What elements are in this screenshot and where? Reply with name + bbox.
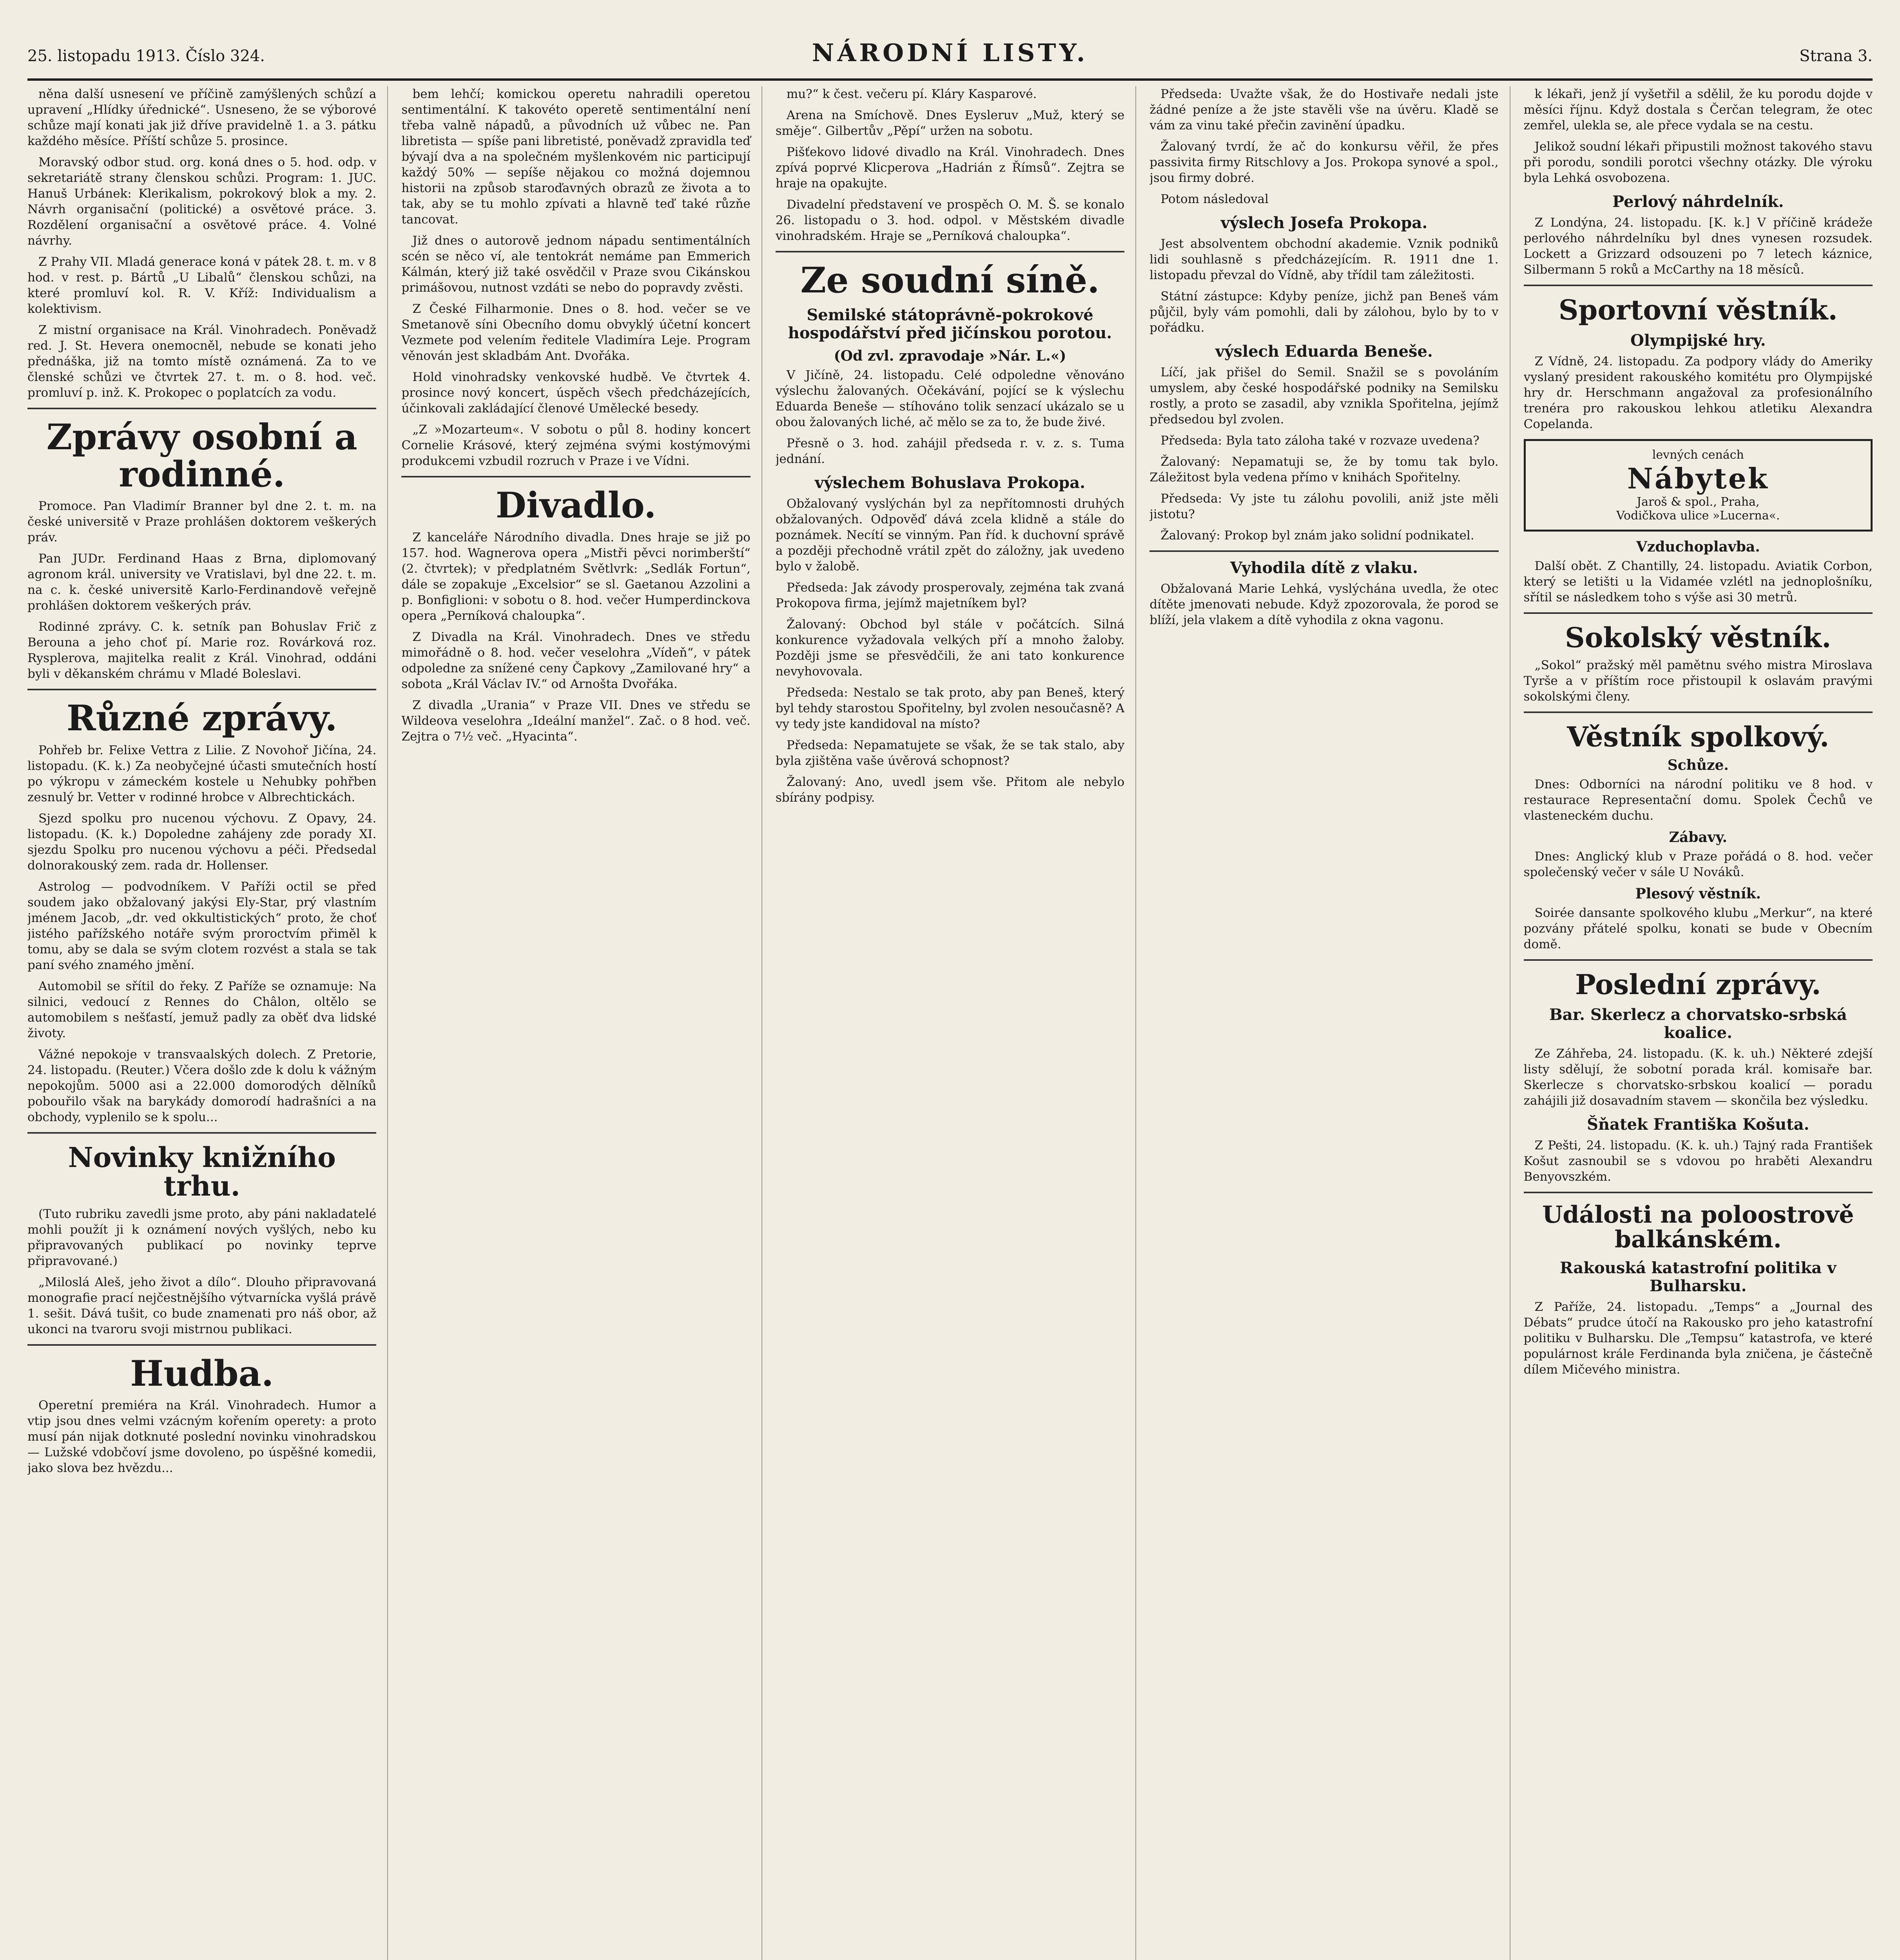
- page-header: [27, 31, 1873, 81]
- article-text: bem lehčí; komickou operetu nahradili operetou sentimentální. K takovéto operetě sentimentální není třeba valně nápadů, a původních už vůbec ne. Pan libretista — spíše pani libretisté, poněvadž zpravidla teď bývají dva a na společném myšlenkovém nic participují každý 50% — sepíše nějakou co možná dojemnou historii na způsob staroďavných obrazů ze života a to tak, aby se tu mohlo zpívati a hlavně teď také růzňe tancovat.: [401, 87, 751, 227]
- article-text: Soirée dansante spolkového klubu „Merkur“, na které pozvány přátelé spolku, konati se bude v Obecním domě.: [1523, 906, 1873, 951]
- article-text: (Tuto rubriku zavedli jsme proto, aby páni nakladatelé mohli použít ji k oznámení nových vyšlých, nebo ku připravovaných publikací po novinky teprve připravované.): [27, 1207, 377, 1268]
- article-text: Pohřeb br. Felixe Vettra z Lilie. Z Novohoř Jičína, 24. listopadu. (K. k.) Za neobyčejné účasti smutečních hostí po výkropu v zámeckém kostele u Nehubky pohřben zesnulý br. Vetter v rodinné hrobce v Albrechtickách.: [27, 743, 377, 804]
- article-text: Astrolog — podvodníkem. V Paříži octil se před soudem jako obžalovaný jakýsi Ely-Star, prý vlastním jménem Jacob, „dr. ved okkultistických“ proto, že choť jistého pařížského notáře svým proroctvím přiměl k tomu, aby se dala se svým clotem rozvést a stala se tak paní svého znamého jmění.: [27, 879, 377, 972]
- article-text: Arena na Smíchově. Dnes Eysleruv „Muž, který se směje“. Gilbertův „Pěpí“ uržen na sobotu.: [775, 108, 1125, 138]
- article-text: Jest absolventem obchodní akademie. Vznik podniků lidi souhlasně s předcházejícím. R. 1911 dne 1. listopadu převzal do Vídně, aby třídil tam záležitosti.: [1149, 237, 1499, 282]
- article-headline: Bar. Skerlecz a chorvatsko-srbská koalice.: [1549, 1005, 1847, 1042]
- section-heading-ruzne: Různé zprávy.: [66, 697, 337, 739]
- article-text: Z kanceláře Národního divadla. Dnes hraje se již po 157. hod. Wagnerova opera „Mistři pěvci norimberští“ (2. čtvrtek); v předplatném Světlvrk: „Sedlák Fortun“, dále se zopakuje „Excelsior“ se sl. Gaetanou Azzolini a p. Bonfiglioni: v sobotu o 8. hod. večer Humperdinckova opera „Perníková chaloupka“.: [401, 530, 751, 623]
- article-text: Moravský odbor stud. org. koná dnes o 5. hod. odp. v sekretariátě strany členskou schůzi. Program: 1. JUC. Hanuš Urbánek: Klerikalism, pokrokový blok a my. 2. Návrh organisační (politické) a osvětové práce. 3. Rozdělení organisační a osvětové práce. 4. Volné návrhy.: [27, 155, 377, 248]
- column-2: [401, 86, 762, 1960]
- article-text: Státní zástupce: Kdyby peníze, jichž pan Beneš vám půjčil, byly vám pomohli, dali by zálohou, bylo by to v pořádku.: [1149, 289, 1499, 335]
- column-5: [1524, 86, 1873, 1960]
- article-text: Rodinné zprávy. C. k. setník pan Bohuslav Frič z Berouna a jeho choť pí. Marie roz. Rovárková roz. Rysplerova, majitelka realit z Král. Vinohrad, oddáni byli v děkanském chrámu v Mladé Boleslavi.: [27, 620, 377, 681]
- article-text: Předseda: Jak závody prosperovaly, zejména tak zvaná Prokopova firma, jejímž majetníkem byl?: [775, 580, 1125, 610]
- article-text: Dnes: Odborníci na národní politiku ve 8 hod. v restaurace Representační domu. Spolek Čechů ve vlasteneckém duchu.: [1523, 777, 1873, 823]
- section-heading-sokol: Sokolský věstník.: [1565, 621, 1831, 654]
- article-text: Jelikož soudní lékaři připustili možnost takového stavu při porodu, sondili porotci všechny otázky. Dle výroku byla Lehká osvobozena.: [1523, 140, 1873, 185]
- advertisement-nabytek: [1524, 439, 1873, 532]
- article-text: Pan JUDr. Ferdinand Haas z Brna, diplomovaný agronom král. university ve Vratislavi, byl dne 22. t. m. na c. k. české universitě Karlo-Ferdinandově veřejně prohlášen doktorem veškerých práv.: [27, 552, 377, 613]
- article-text: mu?“ k čest. večeru pí. Kláry Kasparové.: [786, 87, 1037, 101]
- article-text: Předseda: Byla tato záloha také v rozvaze uvedena?: [1160, 434, 1479, 448]
- article-text: Z Pešti, 24. listopadu. (K. k. uh.) Tajný rada František Košut zasnoubil se s vdovou po hraběti Alexandru Benyovszkém.: [1523, 1138, 1873, 1184]
- article-text: Z České Filharmonie. Dnes o 8. hod. večer se ve Smetanově síni Obecního domu obvyklý účetní koncert Vezmete pod velením ředitele Vladimíra Leje. Program věnován jest skladbám Ant. Dvořáka.: [401, 302, 751, 363]
- divider: [1524, 285, 1873, 286]
- article-text: Žalovaný: Nepamatuji se, že by tomu tak bylo. Záležitost byla vedena přímo v knihách Spořitelny.: [1149, 455, 1499, 485]
- divider: [1524, 711, 1873, 713]
- article-text: Předseda: Nestalo se tak proto, aby pan Beneš, který byl tehdy starostou Spořitelny, byl zvolen nesoučasně? A vy tedy jste kandidoval na místo?: [775, 685, 1125, 731]
- divider: [27, 1132, 376, 1134]
- section-heading-posledni: Poslední zprávy.: [1575, 968, 1821, 1001]
- divider: [401, 476, 750, 477]
- newspaper-page: [27, 31, 1873, 1960]
- divider: [1524, 1192, 1873, 1193]
- divider: [776, 251, 1124, 252]
- column-1: [27, 86, 388, 1960]
- article-text: Předseda: Uvažte však, že do Hostivaře nedali jste žádné peníze a že jste stavěli vše na úvěru. Kladě se vám za vinu také přečin zavinění úpadku.: [1149, 87, 1499, 132]
- column-3: [776, 86, 1136, 1960]
- ad-note: levných cenách: [1652, 448, 1744, 462]
- article-text: Obžalovaný vyslýchán byl za nepřítomnosti druhých obžalovaných. Odpověď dává zcela klidně a stále do poznámek. Necítí se vinným. Pan říd. k duchovní správě a později přechodně vrátil zpět do záložny, jak uvedeno bylo v žalobě.: [775, 496, 1125, 573]
- article-text: k lékaři, jenž jí vyšetřil a sdělil, že ku porodu dojde v měsíci říjnu. Když dostala s Čerčan telegram, že otec zemřel, ulekla se, ale přece vydala se na cestu.: [1523, 87, 1873, 132]
- masthead: NÁRODNÍ LISTY.: [812, 38, 1088, 67]
- subheading: výslech Eduarda Beneše.: [1215, 342, 1433, 361]
- article-text: Promoce. Pan Vladimír Branner byl dne 2. t. m. na české universitě v Praze prohlášen doktorem veškerých práv.: [27, 499, 377, 544]
- article-text: Přesně o 3. hod. zahájil předseda r. v. z. s. Tuma jednání.: [775, 436, 1125, 466]
- section-heading-osobni: Zprávy osobní a rodinné.: [46, 416, 357, 495]
- subheading: Plesový věstník.: [1635, 885, 1761, 902]
- article-text: Další obět. Z Chantilly, 24. listopadu. Aviatik Corbon, který se letišti u la Vidamée vzlétl na jednoplošníku, sřítil se následkem toho s výše asi 30 metrů.: [1523, 559, 1873, 604]
- divider: [1524, 612, 1873, 614]
- subheading: výslech Josefa Prokopa.: [1220, 214, 1428, 232]
- subheading: Schůze.: [1667, 757, 1729, 773]
- section-heading-novinky: Novinky knižního trhu.: [68, 1141, 336, 1202]
- ad-brand: Nábytek: [1627, 461, 1769, 495]
- section-heading-divadlo: Divadlo.: [495, 485, 656, 526]
- column-4: [1149, 86, 1510, 1960]
- section-heading-sport: Sportovní věstník.: [1558, 294, 1838, 326]
- article-text: Již dnes o autorově jednom nápadu sentimentálních scén se něco ví, ale tentokrát nemáme pan Emmerich Kálmán, který již také osvědčil v Praze svou Cikánskou primášovou, nutnost vzdáti se nebo do popravdy zvěsti.: [401, 234, 751, 295]
- article-text: Žalovaný: Ano, uvedl jsem vše. Přitom ale nebylo sbírány podpisy.: [775, 775, 1125, 805]
- ad-street: Vodičkova ulice »Lucerna«.: [1616, 508, 1780, 523]
- article-text: Operetní premiéra na Král. Vinohradech. Humor a vtip jsou dnes velmi vzácným kořením operety: a proto musí pán nijak dotknuté poslední novinku vinohradskou — Lužské vdobčoví jsme dovoleno, po úspěšné komedii, jako slova bez hvězdu...: [27, 1398, 377, 1475]
- section-heading-balkan: Události na poloostrově balkánském.: [1542, 1201, 1854, 1253]
- section-heading-spolky: Věstník spolkový.: [1567, 720, 1829, 753]
- subheading: Vzduchoplavba.: [1636, 538, 1760, 555]
- article-text: „Z »Mozarteum«. V sobotu o půl 8. hodiny koncert Cornelie Krásové, který zejména svými kostýmovými produkcemi vzbudil rozruch v Praze i ve Vídni.: [401, 423, 751, 468]
- article-text: Divadelní představení ve prospěch O. M. Š. se konalo 26. listopadu o 3. hod. odpol. v Městském divadle vinohradském. Hraje se „Perníková chaloupka“.: [775, 198, 1125, 243]
- article-text: Z divadla „Urania“ v Praze VII. Dnes ve středu se Wildeova veselohra „Ideální manžel“. Zač. o 8 hod. več. Zejtra o 7½ več. „Hyacinta“.: [401, 698, 751, 744]
- divider: [1524, 959, 1873, 961]
- article-text: Dnes: Anglický klub v Praze pořádá o 8. hod. večer společenský večer v sále U Nováků.: [1523, 849, 1873, 879]
- article-text: Předseda: Vy jste tu zálohu povolili, aniž jste měli jistotu?: [1149, 492, 1499, 521]
- article-text: Žalovaný: Obchod byl stále v počátcích. Silná konkurence vyžadovala velkých pří a mnoho žaloby. Později jsme se přesvědčili, že ani tato konkurence nevyhovovala.: [775, 617, 1125, 679]
- article-text: Z Paříže, 24. listopadu. „Temps“ a „Journal des Débats“ prudce útočí na Rakousko pro jeho katastrofní politiku v Bulharsku. Dle „Tempsu“ katastrofa, ve které populárnost krále Ferdinanda byla zničena, je částečně dílem Mičevého ministra.: [1523, 1300, 1873, 1377]
- ad-firm: Jaroš & spol., Praha,: [1637, 495, 1760, 509]
- article-text: Hold vinohradsky venkovské hudbě. Ve čtvrtek 4. prosince nový koncert, úspěch všech předcházejících, účinkovali zakládající členové Umělecké besedy.: [401, 370, 751, 416]
- divider: [27, 1344, 376, 1346]
- article-text: Vážné nepokoje v transvaalských dolech. Z Pretorie, 24. listopadu. (Reuter.) Včera došlo zde k dolu k vážným nepokojům. 5000 asi a 22.000 domorodých dělníků pobouřilo však na barykády domorodí hadrašníci a na obchody, vyplenilo se k spolu...: [27, 1047, 377, 1124]
- section-heading-hudba: Hudba.: [130, 1352, 274, 1394]
- article-text: Sjezd spolku pro nucenou výchovu. Z Opavy, 24. listopadu. (K. k.) Dopoledne zahájeny zde porady XI. sjezdu Spolku pro nucenou výchovu a péči. Předsedal dolnorakouský zem. rada dr. Hollenser.: [27, 811, 377, 873]
- article-text: Potom následoval: [1160, 192, 1269, 206]
- article-headline: Vyhodila dítě z vlaku.: [1230, 559, 1418, 577]
- subheading: Olympijské hry.: [1630, 331, 1766, 350]
- article-byline: (Od zvl. zpravodaje »Nár. L.«): [834, 347, 1066, 364]
- article-text: Z Divadla na Král. Vinohradech. Dnes ve středu mimořádně o 8. hod. večer veselohra „Vídeň“, v pátek odpoledne za snížené ceny Čapkovy „Zamilované hry“ a sobota „Král Václav IV.“ od Arnošta Dvořáka.: [401, 630, 751, 691]
- article-headline: Šňatek Františka Košuta.: [1587, 1115, 1809, 1134]
- page-number: Strana 3.: [1799, 47, 1873, 65]
- divider: [1149, 550, 1498, 552]
- article-text: Z Londýna, 24. listopadu. [K. k.] V příčině krádeže perlového náhrdelníku byl dnes vynesen rozsudek. Lockett a Grizzard odsouzeni po 7 letech káznice, Silbermann 5 roků a McCarthy na 18 měsíců.: [1523, 216, 1873, 277]
- article-text: V Jičíně, 24. listopadu. Celé odpoledne věnováno výslechu žalovaných. Očekávání, pojící se k výslechu Eduarda Beneše — stíhováno tolik senzací ukázalo se u obou žalovaných liché, ač mělo se za to, že bude živé.: [775, 368, 1125, 429]
- section-heading-soudni: Ze soudní síně.: [800, 260, 1100, 301]
- issue-date: 25. listopadu 1913. Číslo 324.: [27, 47, 265, 65]
- article-text: Obžalovaná Marie Lehká, vyslýchána uvedla, že otec dítěte jmenovati nebude. Když zpozorovala, že porod se blíží, jela vlakem a dítě vyhodila z okna vagonu.: [1149, 582, 1499, 627]
- divider: [27, 689, 376, 690]
- article-text: Z Vídně, 24. listopadu. Za podpory vlády do Ameriky vyslaný president rakouského komitétu pro Olympijské hry dr. Herschmann angažoval za profesionálního trenéra pro rakouskou lehkou atletiku Alexandra Copelanda.: [1523, 354, 1873, 431]
- article-headline: Perlový náhrdelník.: [1612, 192, 1784, 211]
- article-text: Z mistní organisace na Král. Vinohradech. Poněvadž red. J. St. Hevera onemocněl, nebude se konati jeho přednáška, již na tomto místě oznámená. Za to ve členské schůzi ve čtvrtek 27. t. m. o 8. hod. več. promluví p. inž. K. Prokopec o poplatcích za vodu.: [27, 323, 377, 400]
- subheading: Zábavy.: [1669, 829, 1727, 846]
- article-text: Žalovaný tvrdí, že ač do konkursu věřil, že přes passivita firmy Ritschlovy a Jos. Prokopa synové a spol., jsou firmy dobré.: [1149, 140, 1499, 185]
- article-text: Ze Záhřeba, 24. listopadu. (K. k. uh.) Některé zdejší listy sdělují, že sobotní porada král. komisaře bar. Skerlecze s chorvatsko-srbskou koalicí — poradu zahájili již dosavadním stavem — skončila bez výsledku.: [1523, 1047, 1873, 1108]
- subheading: výslechem Bohuslava Prokopa.: [814, 473, 1086, 492]
- article-text: Předseda: Nepamatujete se však, že se tak stalo, aby byla zjištěna vaše úvěrová schopnost?: [775, 738, 1125, 768]
- article-text: „Miloslá Aleš, jeho život a dílo“. Dlouho připravovaná monografie prací nejčestnějšího výtvarnícka vyšlá právě 1. sešit. Dává tušit, co bude znamenati pro náš obor, až ukonci na tvaroru svoji mistrnou publikaci.: [27, 1275, 377, 1336]
- article-text: „Sokol“ pražský měl pamětnu svého mistra Miroslava Tyrše a v příštím roce přistoupil k oslavám pravými sokolskými členy.: [1523, 658, 1873, 704]
- article-text: Žalovaný: Prokop byl znám jako solidní podnikatel.: [1160, 528, 1474, 543]
- article-text: Z Prahy VII. Mladá generace koná v pátek 28. t. m. v 8 hod. v rest. p. Bártů „U Libalů“ členskou schůzi, na které promluví kol. R. V. Kříž: Individualism a kolektivism.: [27, 255, 377, 316]
- article-text: něna další usnesení ve příčině zamýšlených schůzí a upravení „Hlídky úřednické“. Usneseno, že se výborové schůze mají konati jak již dříve pravidelně 1. a 3. pátku každého měsíce. Příští schůze 5. prosince.: [27, 87, 377, 148]
- article-text: Pišťekovo lidové divadlo na Král. Vinohradech. Dnes zpívá poprvé Klicperova „Hadrián z Římsů“. Zejtra se hraje na opakujte.: [775, 145, 1125, 191]
- divider: [27, 408, 376, 409]
- article-text: Automobil se sřítil do řeky. Z Paříže se oznamuje: Na silnici, vedoucí z Rennes do Châlon, oltělo se automobilem s nešťastí, jemuž padly za oběť dva lidské životy.: [27, 979, 377, 1040]
- article-headline: Rakouská katastrofní politika v Bulharsku.: [1560, 1259, 1837, 1295]
- article-text: Líčí, jak přišel do Semil. Snažil se s povoláním umyslem, aby české hospodářské podniky na Semilsku rostly, a proto se zasadil, aby vznikla Spořitelna, jejímž předsedou byl zvolen.: [1149, 365, 1499, 426]
- article-headline: Semilské státoprávně-pokrokové hospodářství před jičínskou porotou.: [788, 305, 1112, 342]
